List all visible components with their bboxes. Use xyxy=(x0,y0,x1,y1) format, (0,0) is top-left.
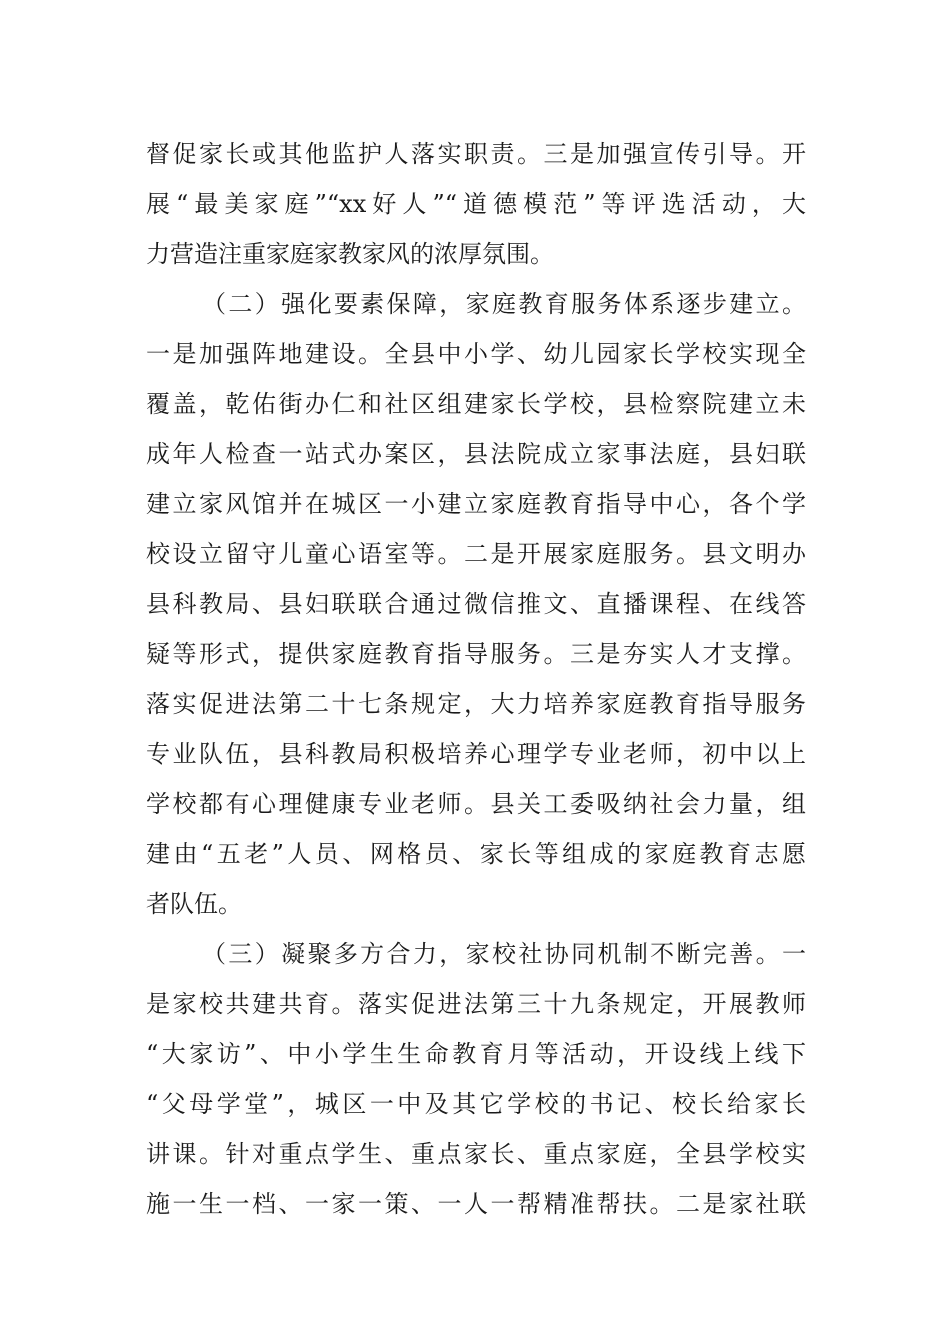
text-line: 专业队伍，县科教局积极培养心理学专业老师，初中以上 xyxy=(146,740,806,768)
text-line: 者队伍。 xyxy=(146,890,242,918)
text-line: 学校都有心理健康专业老师。县关工委吸纳社会力量，组 xyxy=(146,790,806,818)
text-line: “大家访”、中小学生生命教育月等活动，开设线上线下 xyxy=(146,1040,806,1068)
text-line: 建由“五老”人员、网格员、家长等组成的家庭教育志愿 xyxy=(146,840,806,868)
text-line: 疑等形式，提供家庭教育指导服务。三是夯实人才支撑。 xyxy=(146,640,806,668)
section-heading-2: （二）强化要素保障，家庭教育服务体系逐步建立。 xyxy=(202,290,806,318)
text-line: “父母学堂”，城区一中及其它学校的书记、校长给家长 xyxy=(146,1090,806,1118)
text-line: 督促家长或其他监护人落实职责。三是加强宣传引导。开 xyxy=(146,140,806,168)
text-line: 是家校共建共育。落实促进法第三十九条规定，开展教师 xyxy=(146,990,806,1018)
text-line: 成年人检查一站式办案区，县法院成立家事法庭，县妇联 xyxy=(146,440,806,468)
text-line: 县科教局、县妇联联合通过微信推文、直播课程、在线答 xyxy=(146,590,806,618)
text-line: 校设立留守儿童心语室等。二是开展家庭服务。县文明办 xyxy=(146,540,806,568)
text-line: 力营造注重家庭家教家风的浓厚氛围。 xyxy=(146,240,554,268)
text-line: 施一生一档、一家一策、一人一帮精准帮扶。二是家社联 xyxy=(146,1190,806,1218)
text-line: 一是加强阵地建设。全县中小学、幼儿园家长学校实现全 xyxy=(146,340,806,368)
text-line: 覆盖，乾佑街办仁和社区组建家长学校，县检察院建立未 xyxy=(146,390,806,418)
section-heading-3: （三）凝聚多方合力，家校社协同机制不断完善。一 xyxy=(202,940,806,968)
text-line: 建立家风馆并在城区一小建立家庭教育指导中心，各个学 xyxy=(146,490,806,518)
text-line: 落实促进法第二十七条规定，大力培养家庭教育指导服务 xyxy=(146,690,806,718)
text-line: 讲课。针对重点学生、重点家长、重点家庭，全县学校实 xyxy=(146,1140,806,1168)
text-line: 展“最美家庭”“xx好人”“道德模范”等评选活动，大 xyxy=(146,190,806,218)
